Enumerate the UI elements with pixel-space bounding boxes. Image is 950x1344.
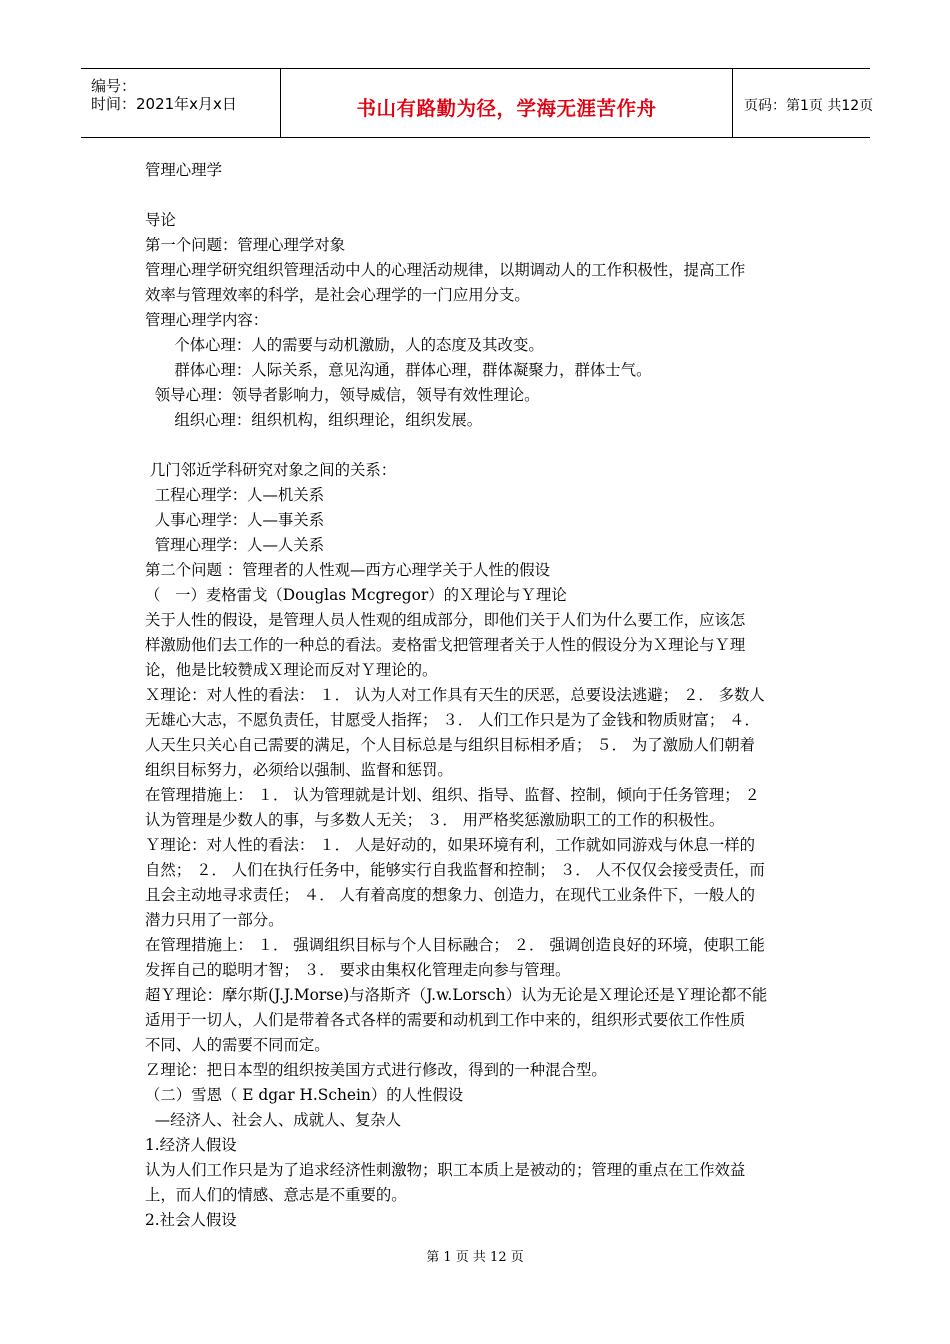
page-header [81, 68, 874, 138]
text-line: 超Ｙ理论：摩尔斯(J.J.Morse)与洛斯齐（J.w.Lorsch）认为无论是Ｘ理论还是Ｙ理论都不能 [145, 986, 768, 1004]
text-line: 上，而人们的情感、意志是不重要的。 [145, 1186, 407, 1204]
text-line: Ｙ理论：对人性的看法： １． 人是好动的，如果环境有利，工作就如同游戏与休息一样的 [145, 836, 756, 854]
text-line: 导论 [145, 211, 176, 229]
header-motto: 书山有路勤为径，学海无涯苦作舟 [356, 97, 657, 120]
text-line: 管理心理学内容： [145, 311, 269, 329]
text-line: 认为管理是少数人的事，与多数人无关； ３． 用严格奖惩激励职工的工作的积极性。 [145, 811, 725, 829]
text-line: 人天生只关心自己需要的满足，个人目标总是与组织目标相矛盾； ５． 为了激励人们朝着 [145, 736, 756, 754]
time-label: 时间：2021年x月x日 [91, 95, 237, 113]
text-line: 论，他是比较赞成Ｘ理论而反对Ｙ理论的。 [145, 661, 438, 679]
text-line: Ｘ理论：对人性的看法： １． 认为人对工作具有天生的厌恶，总要设法逃避； ２． 多数人 [145, 686, 765, 704]
text-line: 管理心理学 [145, 161, 222, 179]
text-line: —经济人、社会人、成就人、复杂人 [145, 1111, 402, 1129]
header-page-cell [733, 69, 874, 137]
text-line: 组织目标努力，必须给以强制、监督和惩罚。 [145, 761, 453, 779]
text-line: 效率与管理效率的科学，是社会心理学的一门应用分支。 [145, 286, 530, 304]
text-line: 工程心理学：人—机关系 [145, 486, 325, 504]
text-line: 不同、人的需要不同而定。 [145, 1036, 330, 1054]
text-line: 1.经济人假设 [145, 1136, 237, 1154]
text-line: 无雄心大志，不愿负责任，甘愿受人指挥； ３． 人们工作只是为了金钱和物质财富； ４． [145, 711, 760, 729]
number-label: 编号： [91, 77, 137, 95]
text-line: 几门邻近学科研究对象之间的关系： [145, 461, 397, 479]
text-line: （二）雪恩（ E dgar H.Schein）的人性假设 [145, 1086, 464, 1104]
text-line: 群体心理：人际关系，意见沟通，群体心理，群体凝聚力，群体士气。 [145, 361, 652, 379]
text-line: （ 一）麦格雷戈（Douglas Mcgregor）的Ｘ理论与Ｙ理论 [145, 586, 567, 604]
header-info-cell [81, 69, 280, 137]
text-line: 在管理措施上： １． 认为管理就是计划、组织、指导、监督、控制，倾向于任务管理； ２ [145, 786, 760, 804]
text-line: 关于人性的假设，是管理人员人性观的组成部分，即他们关于人们为什么要工作，应该怎 [145, 611, 746, 629]
text-line: 适用于一切人，人们是带着各式各样的需要和动机到工作中来的，组织形式要依工作性质 [145, 1011, 746, 1029]
text-line: 人事心理学：人—事关系 [145, 511, 325, 529]
text-line: 样激励他们去工作的一种总的看法。麦格雷戈把管理者关于人性的假设分为Ｘ理论与Ｙ理 [145, 636, 746, 654]
text-line: 组织心理：组织机构，组织理论，组织发展。 [145, 411, 483, 429]
text-line: Ｚ理论：把日本型的组织按美国方式进行修改，得到的一种混合型。 [145, 1061, 607, 1079]
text-line: 个体心理：人的需要与动机激励，人的态度及其改变。 [145, 336, 544, 354]
text-line: 认为人们工作只是为了追求经济性刺激物；职工本质上是被动的；管理的重点在工作效益 [145, 1161, 746, 1179]
text-line: 第一个问题：管理心理学对象 [145, 236, 346, 254]
text-line: 在管理措施上： １． 强调组织目标与个人目标融合； ２． 强调创造良好的环境，使职工能 [145, 936, 765, 954]
text-line: 管理心理学研究组织管理活动中人的心理活动规律，以期调动人的工作积极性，提高工作 [145, 261, 746, 279]
text-line: 发挥自己的聪明才智； ３． 要求由集权化管理走向参与管理。 [145, 961, 571, 979]
page-footer: 第 1 页 共 12 页 [426, 1250, 524, 1265]
text-line: 领导心理：领导者影响力，领导威信，领导有效性理论。 [145, 386, 540, 404]
header-page-code: 页码：第1页 共12页 [744, 98, 874, 114]
text-line: 第二个问题 ：管理者的人性观—西方心理学关于人性的假设 [145, 561, 551, 579]
text-line: 自然； ２． 人们在执行任务中，能够实行自我监督和控制； ３． 人不仅仅会接受责任，而 [145, 861, 765, 879]
text-line: 且会主动地寻求责任； ４． 人有着高度的想象力、创造力，在现代工业条件下，一般人的 [145, 886, 756, 904]
text-line: 2.社会人假设 [145, 1211, 237, 1229]
text-line: 潜力只用了一部分。 [145, 911, 284, 929]
header-motto-cell [280, 69, 733, 137]
text-line: 管理心理学：人—人关系 [145, 536, 325, 554]
